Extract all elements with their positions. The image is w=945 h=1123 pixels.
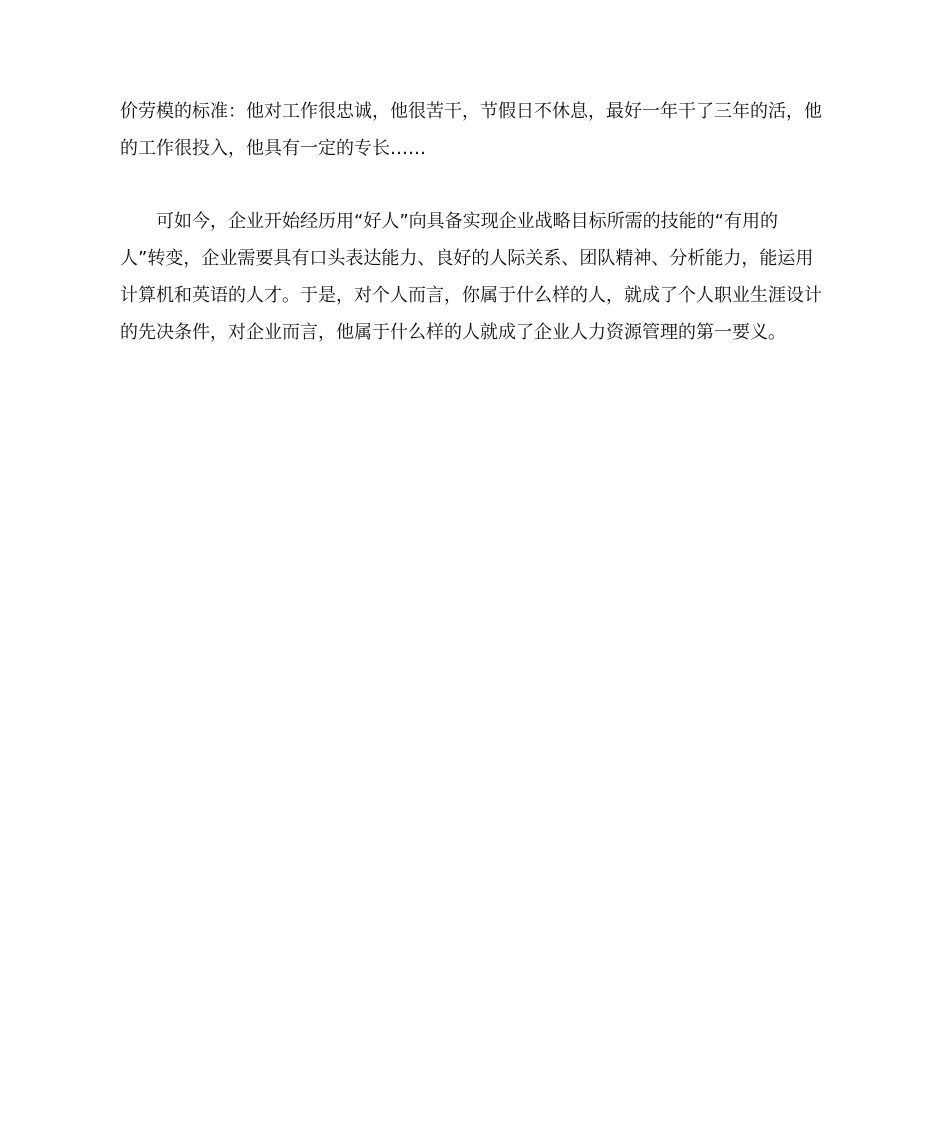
paragraph-2-line-2: 人”转变，企业需要具有口头表达能力、良好的人际关系、团队精神、分析能力，能运用 bbox=[120, 248, 814, 269]
paragraph-2-line-4: 的先决条件，对企业而言，他属于什么样的人就成了企业人力资源管理的第一要义。 bbox=[120, 322, 786, 343]
document-body bbox=[120, 93, 828, 351]
paragraph-2 bbox=[120, 203, 828, 351]
paragraph-1 bbox=[120, 93, 828, 167]
paragraph-2-line-3: 计算机和英语的人才。于是，对个人而言，你属于什么样的人，就成了个人职业生涯设计 bbox=[120, 285, 822, 306]
paragraph-2-line-1: 可如今，企业开始经历用“好人”向具备实现企业战略目标所需的技能的“有用的 bbox=[156, 211, 778, 232]
paragraph-1-line-2: 的工作很投入，他具有一定的专长…… bbox=[120, 138, 426, 159]
paragraph-2-line-1-wrapper bbox=[120, 203, 828, 240]
paragraph-spacer bbox=[120, 167, 828, 203]
paragraph-1-line-1: 价劳模的标准：他对工作很忠诚，他很苦干，节假日不休息，最好一年干了三年的活，他 bbox=[120, 101, 822, 122]
